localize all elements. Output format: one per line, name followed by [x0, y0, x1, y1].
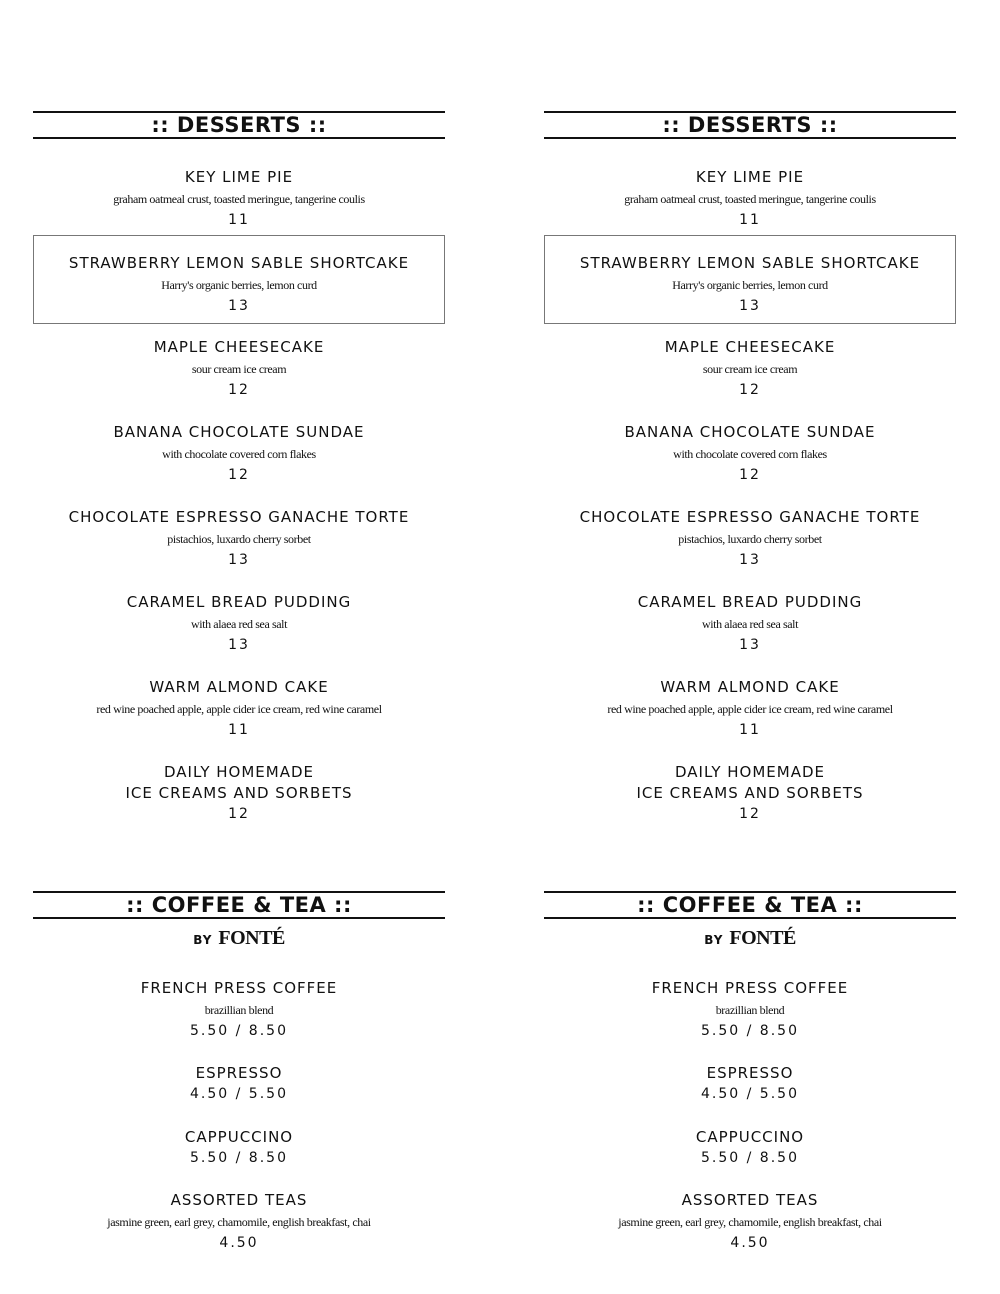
- item-description: red wine poached apple, apple cider ice cream, red wine caramel: [607, 702, 893, 716]
- item-name: CAPPUCCINO: [695, 1128, 805, 1146]
- item-name: WARM ALMOND CAKE: [660, 678, 840, 696]
- coffee-title: :: COFFEE & TEA ::: [637, 892, 863, 917]
- item-description: Harry's organic berries, lemon curd: [161, 278, 317, 292]
- by-label: BY: [193, 933, 213, 947]
- menu-item-maple-cheesecake: [33, 337, 445, 401]
- item-name: BANANA CHOCOLATE SUNDAE: [113, 423, 365, 441]
- item-name: CHOCOLATE ESPRESSO GANACHE TORTE: [579, 508, 921, 526]
- item-description: graham oatmeal crust, toasted meringue, tangerine coulis: [624, 192, 876, 206]
- menu-item-strawberry-shortcake: [33, 235, 445, 324]
- item-name: CARAMEL BREAD PUDDING: [126, 593, 352, 611]
- item-name: MAPLE CHEESECAKE: [153, 338, 325, 356]
- item-price: 11: [739, 212, 761, 228]
- menu-item-banana-sundae: [33, 422, 445, 486]
- menu-item-strawberry-shortcake: [544, 235, 956, 324]
- item-name: CARAMEL BREAD PUDDING: [637, 593, 863, 611]
- desserts-title: :: DESSERTS ::: [662, 112, 838, 137]
- item-description: jasmine green, earl grey, chamomile, english breakfast, chai: [618, 1215, 882, 1229]
- menu-item-french-press: [33, 978, 445, 1042]
- menu-item-cappuccino: [33, 1127, 445, 1169]
- item-description: brazillian blend: [715, 1003, 785, 1017]
- menu-column-right: [544, 0, 956, 1294]
- by-label: BY: [704, 933, 724, 947]
- item-name: ASSORTED TEAS: [681, 1191, 819, 1209]
- item-name: WARM ALMOND CAKE: [149, 678, 329, 696]
- item-name: BANANA CHOCOLATE SUNDAE: [624, 423, 876, 441]
- menu-item-key-lime-pie: [33, 167, 445, 231]
- menu-item-almond-cake: [33, 677, 445, 741]
- item-description: with alaea red sea salt: [701, 617, 799, 631]
- menu-item-espresso: [33, 1063, 445, 1105]
- item-price: 12: [739, 806, 761, 822]
- item-name: ESPRESSO: [706, 1064, 794, 1082]
- item-price: 13: [228, 552, 250, 568]
- menu-item-espresso-torte: [33, 507, 445, 571]
- item-price: 13: [739, 298, 761, 314]
- item-name: FRENCH PRESS COFFEE: [651, 979, 849, 997]
- menu-item-ice-creams: [544, 762, 956, 825]
- item-description: sour cream ice cream: [191, 362, 287, 376]
- item-description: with chocolate covered corn flakes: [673, 447, 827, 461]
- item-price: 4.50 / 5.50: [190, 1086, 288, 1102]
- desserts-header: [33, 111, 445, 139]
- menu-item-maple-cheesecake: [544, 337, 956, 401]
- item-name: ASSORTED TEAS: [170, 1191, 308, 1209]
- brand-logo: FONTÉ: [729, 927, 796, 949]
- menu-item-french-press: [544, 978, 956, 1042]
- item-description: pistachios, luxardo cherry sorbet: [678, 532, 822, 546]
- item-name: KEY LIME PIE: [695, 168, 805, 186]
- menu-item-banana-sundae: [544, 422, 956, 486]
- coffee-title: :: COFFEE & TEA ::: [126, 892, 352, 917]
- item-description: pistachios, luxardo cherry sorbet: [167, 532, 311, 546]
- item-price: 13: [739, 552, 761, 568]
- brand-logo: FONTÉ: [218, 927, 285, 949]
- item-name-line1: DAILY HOMEMADE: [163, 763, 314, 781]
- coffee-header: [33, 891, 445, 919]
- item-description: brazillian blend: [204, 1003, 274, 1017]
- item-price: 5.50 / 8.50: [701, 1150, 799, 1166]
- menu-item-bread-pudding: [544, 592, 956, 656]
- item-name: STRAWBERRY LEMON SABLE SHORTCAKE: [579, 254, 921, 272]
- desserts-title: :: DESSERTS ::: [151, 112, 327, 137]
- item-price: 4.50: [219, 1235, 259, 1251]
- item-price: 12: [739, 382, 761, 398]
- item-name-line1: DAILY HOMEMADE: [674, 763, 825, 781]
- item-name-line2: ICE CREAMS AND SORBETS: [636, 784, 864, 802]
- item-description: graham oatmeal crust, toasted meringue, tangerine coulis: [113, 192, 365, 206]
- item-description: jasmine green, earl grey, chamomile, english breakfast, chai: [107, 1215, 371, 1229]
- item-description: with chocolate covered corn flakes: [162, 447, 316, 461]
- item-price: 12: [228, 806, 250, 822]
- item-price: 12: [228, 467, 250, 483]
- item-price: 13: [228, 637, 250, 653]
- item-description: sour cream ice cream: [702, 362, 798, 376]
- item-name: ESPRESSO: [195, 1064, 283, 1082]
- item-name: MAPLE CHEESECAKE: [664, 338, 836, 356]
- item-description: Harry's organic berries, lemon curd: [672, 278, 828, 292]
- menu-column-left: [33, 0, 445, 1294]
- item-description: with alaea red sea salt: [190, 617, 288, 631]
- item-name-line2: ICE CREAMS AND SORBETS: [125, 784, 353, 802]
- item-price: 5.50 / 8.50: [190, 1150, 288, 1166]
- menu-item-assorted-teas: [544, 1190, 956, 1254]
- item-name: CAPPUCCINO: [184, 1128, 294, 1146]
- menu-item-ice-creams: [33, 762, 445, 825]
- menu-item-espresso: [544, 1063, 956, 1105]
- item-name: CHOCOLATE ESPRESSO GANACHE TORTE: [68, 508, 410, 526]
- menu-item-assorted-teas: [33, 1190, 445, 1254]
- menu-item-espresso-torte: [544, 507, 956, 571]
- desserts-header: [544, 111, 956, 139]
- item-price: 13: [739, 637, 761, 653]
- menu-item-bread-pudding: [33, 592, 445, 656]
- item-price: 5.50 / 8.50: [190, 1023, 288, 1039]
- item-price: 4.50 / 5.50: [701, 1086, 799, 1102]
- item-price: 11: [228, 722, 250, 738]
- item-price: 12: [739, 467, 761, 483]
- coffee-header: [544, 891, 956, 919]
- item-name: STRAWBERRY LEMON SABLE SHORTCAKE: [68, 254, 410, 272]
- item-price: 5.50 / 8.50: [701, 1023, 799, 1039]
- byline: [33, 926, 445, 952]
- item-price: 12: [228, 382, 250, 398]
- item-price: 4.50: [730, 1235, 770, 1251]
- menu-item-cappuccino: [544, 1127, 956, 1169]
- menu-item-almond-cake: [544, 677, 956, 741]
- item-description: red wine poached apple, apple cider ice cream, red wine caramel: [96, 702, 382, 716]
- item-price: 13: [228, 298, 250, 314]
- item-name: KEY LIME PIE: [184, 168, 294, 186]
- item-name: FRENCH PRESS COFFEE: [140, 979, 338, 997]
- menu-item-key-lime-pie: [544, 167, 956, 231]
- byline: [544, 926, 956, 952]
- item-price: 11: [228, 212, 250, 228]
- item-price: 11: [739, 722, 761, 738]
